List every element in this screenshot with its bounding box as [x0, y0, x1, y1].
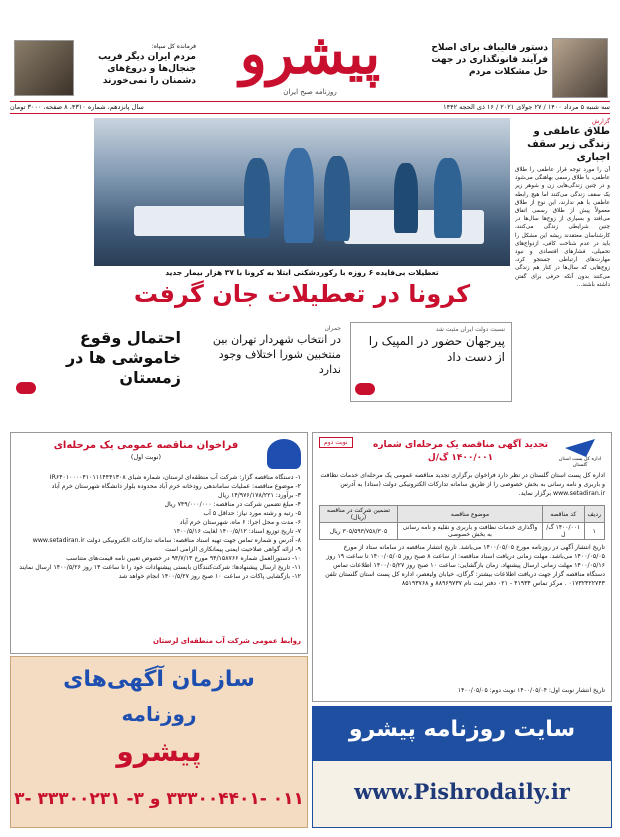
list-item: ۱۱- تاریخ ارسال پیشنهادها: شرکت‌کنندگان بایستی پیشنهادات خود را تا ساعت ۱۴ روز ۱۴۰۰/۵/۲۶ ارسال نمایند: [19, 564, 301, 571]
ads-promo: [10, 656, 308, 828]
page-badge: [16, 382, 36, 394]
tender-right-title: تجدید آگهی مناقصه یک مرحله‌ای شماره ۱۴۰۰/۰۰۱ گ/ل: [373, 440, 548, 463]
table-header: ردیف: [584, 506, 604, 523]
list-item: ۳- برآورد: ۱۴/۹۷۶/۱۷۸/۲۲۱ ریال: [217, 492, 301, 499]
tender-right-body: تاریخ انتشار آگهی در روزنامه مورخ ۱۴۰۰/۰۵/۰۵ می‌باشد. تاریخ انتشار مناقصه در سامانه ستاد از مورخ ۱۴۰۰/۰۵/۰۵ می‌باشد. مهلت زمانی دریافت اسناد مناقصه: از ساعت ۸ صبح روز ۱۴۰۰/۰۵/۰۵ تا ساعت ۱۹ روز ۱۴۰۰/۰۵/۱۶ مهلت زمانی ارسال پیشنهاد. زمان بازگشایی: ساعت ۱۰ صبح روز ۱۴۰۰/۰۵/۲۷ اطلاعات تماس دستگاه مناقصه گزار جهت دریافت اطلاعات بیشتر: گرگان، خیابان ولیعصر، اداره کل پست استان گلستان تلفن ۰۱۷۳۲۳۲۲۷۴۳ . مرکز تماس ۴۱۹۳۴ - ۰۲۱ دفتر ثبت نام ۸۸۹۶۹۷۳۷ و ۸۵۱۹۳۷۶۸: [325, 544, 605, 587]
sidebar-title: طلاق عاطفی و زندگی زیر سقف اجباری: [527, 126, 610, 163]
lead-caption: تعطیلات بی‌فایده ۶ روزه با رکوردشکنی ابتلا به کرونا با ۳۷ هزار بیمار جدید: [165, 268, 439, 277]
sidebar-article: [515, 118, 610, 318]
top-left-caption: فرمانده کل سپاه:: [151, 43, 196, 50]
water-company-logo-icon: [267, 439, 301, 469]
table-cell: ۳۰۵/۵۹۳/۷۵۸/۳۰۵ ریال: [320, 523, 398, 540]
tender-right-org: اداره کل پست استان گلستان: [558, 457, 602, 468]
commander-photo: [14, 40, 74, 96]
round-badge: نوبت دوم: [319, 437, 353, 448]
list-item: ۶- مدت و محل اجرا: ۶ ماه، شهرستان خرم آباد: [179, 519, 301, 526]
tender-right-footer: تاریخ انتشار نوبت اول: ۱۴۰۰/۰۵/۰۴ نوبت دوم: ۱۴۰۰/۰۵/۰۵: [457, 687, 605, 694]
masthead-subtitle: روزنامه صبح ایران: [283, 88, 337, 96]
list-item: ۴- مبلغ تضمین شرکت در مناقصه: ۷۴۹/۰۰۰/۰۰۰ ریال: [164, 501, 301, 508]
list-item: ۸- آدرس و شماره تماس جهت تهیه اسناد مناقصه: سامانه تدارکات الکترونیکی دولت www.setadiran.ir: [32, 537, 301, 544]
table-cell: ۱۴۰۰/۰۰۱ گ/ل: [542, 523, 584, 540]
website-promo: [312, 706, 612, 828]
table-cell: واگذاری خدمات نظافت و باربری و نقلیه و نامه رسانی به بخش خصوصی: [397, 523, 542, 540]
date-bar: [10, 101, 610, 114]
list-item: ۷- تاریخ توزیع اسناد: ۱۴۰۰/۵/۱۲ لغایت ۱۴۰۰/۵/۱۶: [173, 528, 301, 535]
speaker-photo: [552, 38, 608, 98]
post-logo-icon: [565, 439, 595, 457]
issue-info: سال پانزدهم، شماره ۴۳۱۰، ۸ صفحه، ۳۰۰۰ تومان: [10, 103, 144, 111]
mid-right-kicker: نسبت دولت ایران مثبت شد: [435, 326, 505, 333]
tender-left-title: فراخوان مناقصه عمومی یک مرحله‌ای: [53, 440, 239, 451]
masthead-area: [0, 0, 620, 117]
mid-center-headline: در انتخاب شهردار تهران بین منتخبین شورا اختلاف وجود ندارد: [212, 333, 341, 376]
table-header: تضمین شرکت در مناقصه (ریال): [320, 506, 398, 523]
promo-phones: ۰۱۱ -۳۳۳۰۰۴۴۰۱ و ۳- ۳۳۳۰۰۲۳۱ -۳: [14, 789, 304, 809]
lead-headline: کرونا در تعطیلات جان گرفت: [133, 280, 471, 308]
table-header: موضوع مناقصه: [397, 506, 542, 523]
top-right-headline: دستور قالیباف برای اصلاح فرآیند قانونگذاری در جهت حل مشکلات مردم: [431, 43, 548, 77]
tender-left-items: [17, 473, 301, 633]
mid-article-center: [190, 322, 345, 400]
list-item: ۹- ارائه گواهی صلاحیت ایمنی پیمانکاری الزامی است: [165, 546, 301, 553]
list-item: ۲- موضوع مناقصه: عملیات ساماندهی رودخانه خرم آباد محدوده بلوار دانشگاه شهرستان خرم آباد: [51, 483, 301, 490]
page-badge: [355, 383, 375, 395]
mid-left-headline: احتمال وقوع خاموشی ها در زمستان: [65, 328, 181, 387]
promo-line1: سازمان آگهی‌های: [63, 667, 255, 692]
tender-right-intro: اداره کل پست استان گلستان در نظر دارد فراخوان برگزاری تجدید مناقصه عمومی یک مرحله‌ای خدمات نظافت و باربری و نامه رسانی به بخش خصوصی را از طریق سامانه تدارکات الکترونیکی دولت (ستاد) به آدرس www.setadiran.ir برگزار نماید.: [320, 472, 605, 497]
tender-left-subtitle: (نوبت اول): [130, 453, 162, 461]
website-promo-title: سایت روزنامه پیشرو: [348, 717, 576, 742]
tender-ad-right: [312, 432, 612, 702]
promo-line3: پیشرو: [116, 735, 202, 768]
list-item: ۵- رتبه و رشته مورد نیاز: حداقل ۵ آب: [203, 510, 301, 517]
tender-left-footer: روابط عمومی شرکت آب منطقه‌ای لرستان: [153, 637, 301, 645]
list-item: ۱- دستگاه مناقصه گزار: شرکت آب منطقه‌ای لرستان، شماره شبای IR۶۴۰۱۰۰۰۰۴۱۰۱۱۱۴۴۴۱۳۰۸: [49, 474, 301, 481]
table-header: کد مناقصه: [542, 506, 584, 523]
issue-date: سه شنبه ۵ مرداد ۱۴۰۰ / ۲۷ جولای ۲۰۲۱ / ۱۶ ذی الحجه ۱۴۴۲: [443, 103, 610, 111]
promo-line2: روزنامه: [121, 702, 197, 726]
list-item: ۱۰- دستورالعمل شماره ۹۴/۱۵۸۷۶۶ مورخ ۹۴/۷/۱۳ در خصوص تعیین نامه قیمت‌های متناسب: [66, 555, 301, 562]
mid-article-right: [350, 322, 512, 402]
mid-center-kicker: جمران: [324, 325, 341, 332]
sidebar-body: آن را مورد توجه قرار عاطفی را طلاق عاطفی، با طلاق رسمی بهاهنگی می‌شود و در چنین زندگی‌هایی زن و شوهر زیر یک سقف زندگی می‌کنند اما هیچ رابطه عاطفی با هم ندارند، این نوع از طلاق معمولاً پیش از طلاق رسمی اتفاق می‌افتد و بسیاری از زوج‌ها سال‌ها در چنین شرایطی زندگی می‌کنند، کارشناسان معتقدند ریشه این مشکل را باید در عدم شناخت کافی، ازدواج‌های تحمیلی، فشارهای اقتصادی و نبود مهارت‌های ارتباطی جستجو کرد، زوج‌هایی که سال‌ها در کنار هم زندگی می‌کنند بدون آنکه حرفی برای گفتن داشته باشند...: [515, 167, 610, 288]
tender-table: [319, 505, 605, 540]
tender-ad-left: [10, 432, 308, 654]
website-url-link[interactable]: www.Pishrodaily.ir: [354, 779, 570, 804]
table-cell: ۱: [584, 523, 604, 540]
top-left-headline: مردم ایران دیگر فریب جنجال‌ها و دروغ‌های دشمنان را نمی‌خورند: [98, 52, 196, 86]
list-item: ۱۲- بازگشایی پاکات در ساعت ۱۰ صبح روز ۱۴۰۰/۵/۲۷ انجام خواهد شد: [118, 573, 301, 580]
sidebar-kicker: گزارش: [591, 118, 610, 125]
mid-right-headline: پیرجهان حضور در المپیک را از دست داد: [368, 334, 505, 364]
lead-photo: [94, 118, 510, 266]
mid-article-left: [10, 322, 185, 400]
masthead-title: پیشرو: [239, 21, 381, 87]
